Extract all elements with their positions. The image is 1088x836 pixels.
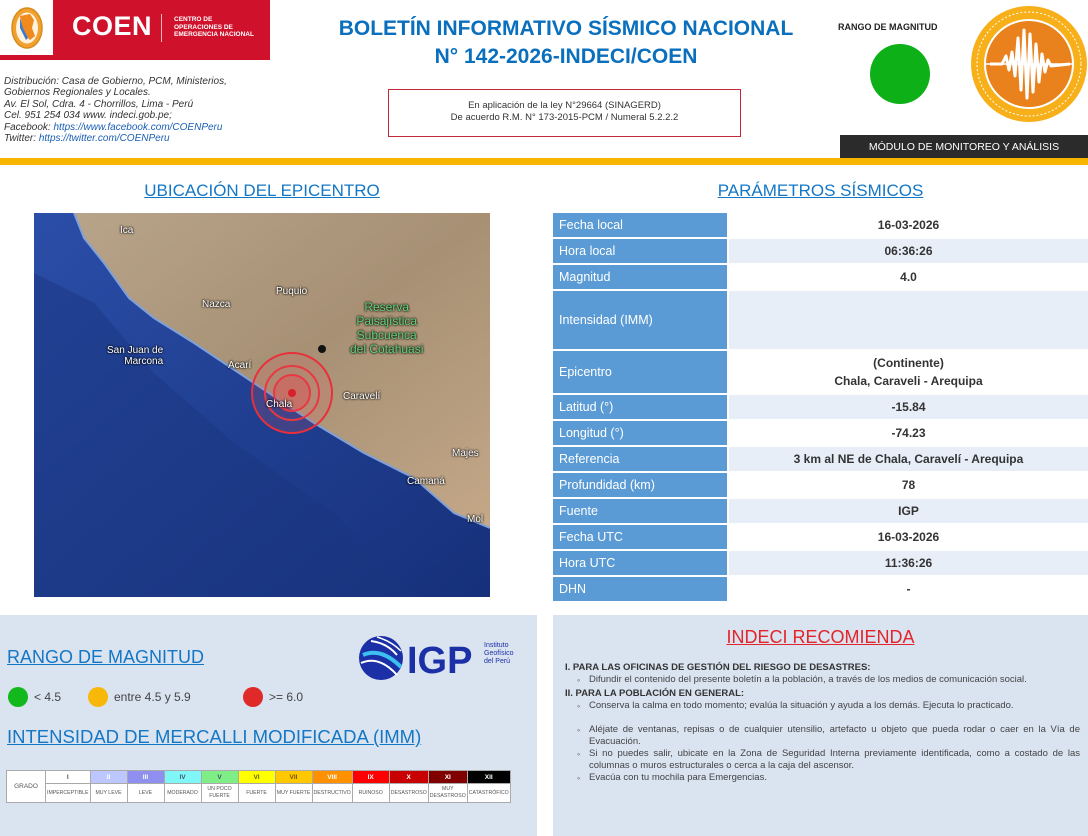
- epicenter-heading: UBICACIÓN DEL EPICENTRO: [144, 181, 380, 200]
- param-label: Fuente: [553, 499, 729, 523]
- recommendations-panel: [553, 615, 1088, 836]
- table-row: [553, 351, 1088, 395]
- facebook-line: [4, 122, 227, 133]
- map-label-nazca: Nazca: [202, 299, 231, 310]
- param-value: [729, 351, 1088, 393]
- facebook-link[interactable]: https://www.facebook.com/COENPeru: [53, 121, 223, 133]
- param-label: Intensidad (IMM): [553, 291, 729, 349]
- table-row: [553, 291, 1088, 351]
- map-label-chala: Chala: [266, 399, 293, 410]
- reserva-line: del Cotahuasi: [350, 342, 424, 356]
- distribution-line: Gobiernos Regionales y Locales.: [4, 87, 151, 99]
- param-label: DHN: [553, 577, 729, 601]
- twitter-label: Twitter:: [4, 133, 39, 145]
- svg-text:del Perú: del Perú: [484, 658, 511, 665]
- red-dot-icon: [243, 687, 263, 707]
- param-value: 06:36:26: [729, 239, 1088, 263]
- param-label: Hora local: [553, 239, 729, 263]
- legend-label: >= 6.0: [269, 690, 304, 704]
- coen-banner: [0, 0, 270, 60]
- table-row: [553, 551, 1088, 577]
- epicenter-location: Chala, Caraveli - Arequipa: [834, 374, 983, 388]
- list-item: ◦ Evacúa con tu mochila para Emergencias.: [577, 772, 1080, 784]
- epicenter-map[interactable]: [34, 213, 490, 597]
- param-value: 4.0: [729, 265, 1088, 289]
- list-item: ◦ Aléjate de ventanas, repisas o de cualquier utensilio, artefacto u objeto que pueda rodar o caer en la Vía de Evacuación.: [577, 724, 1080, 748]
- facebook-label: Facebook:: [4, 121, 54, 133]
- legend-label: entre 4.5 y 5.9: [114, 690, 191, 704]
- section-title: I. PARA LAS OFICINAS DE GESTIÓN DEL RIESGO DE DESASTRES:: [565, 662, 871, 673]
- coen-subtitle-line: CENTRO DE: [174, 16, 213, 23]
- table-row: [553, 447, 1088, 473]
- recommendation-list: [577, 674, 1080, 686]
- map-label-san-juan-de-marcona: [107, 345, 163, 367]
- contact-line: Cel. 951 254 034 www. indeci.gob.pe;: [4, 110, 172, 122]
- legend-item-high: [243, 687, 303, 707]
- param-label: Longitud (°): [553, 421, 729, 445]
- svg-text:Instituto: Instituto: [484, 642, 509, 649]
- magnitude-range-heading: RANGO DE MAGNITUD: [7, 647, 205, 667]
- legend-item-medium: [88, 687, 191, 707]
- table-row: [553, 421, 1088, 447]
- magnitude-indicator-dot: [870, 44, 930, 104]
- module-banner: MÓDULO DE MONITOREO Y ANÁLISIS: [840, 135, 1088, 159]
- imm-description: UN POCO FUERTE: [201, 784, 238, 803]
- recommendations-heading: INDECI RECOMIENDA: [726, 627, 915, 647]
- address-line: Av. El Sol, Cdra. 4 - Chorrillos, Lima - Perú: [4, 98, 194, 110]
- san-juan-line: Marcona: [124, 356, 164, 367]
- reserva-line: Paisajística: [356, 314, 418, 328]
- map-label-acari: Acarí: [228, 360, 252, 371]
- coen-subtitle-line: EMERGENCIA NACIONAL: [174, 31, 254, 38]
- svg-text:IGP: IGP: [407, 640, 473, 682]
- list-item: ◦ Si no puedes salir, ubicate en la Zona de Seguridad Interna previamente identificada, como a costado de las columnas o muros estructurales o cerca a la caja del ascensor.: [577, 748, 1080, 772]
- imm-description: DESASTROSO: [389, 784, 428, 803]
- title-line: BOLETÍN INFORMATIVO SÍSMICO NACIONAL: [338, 17, 794, 40]
- list-item: ◦ Difundir el contenido del presente boletín a la población, a través de los medios de comunicación social.: [577, 674, 1080, 686]
- param-value: IGP: [729, 499, 1088, 523]
- table-row: [553, 473, 1088, 499]
- coen-subtitle-line: OPERACIONES DE: [174, 23, 233, 31]
- recommendations-body: [565, 660, 1080, 784]
- param-label: Referencia: [553, 447, 729, 471]
- imm-scale-table: [6, 770, 511, 803]
- imm-description: RUINOSO: [352, 784, 389, 803]
- shield-icon: [10, 6, 44, 50]
- legend-item-low: [8, 687, 61, 707]
- parameters-heading: PARÁMETROS SÍSMICOS: [717, 181, 924, 200]
- imm-grade: I: [46, 771, 91, 784]
- param-label: Fecha local: [553, 213, 729, 237]
- imm-description: FUERTE: [238, 784, 275, 803]
- imm-grade: X: [389, 771, 428, 784]
- param-value: 11:36:26: [729, 551, 1088, 575]
- orange-dot-icon: [88, 687, 108, 707]
- param-label: Latitud (°): [553, 395, 729, 419]
- table-row: [553, 265, 1088, 291]
- map-label-puquio: Puquio: [276, 286, 308, 297]
- igp-logo: [357, 633, 517, 683]
- imm-grade: V: [201, 771, 238, 784]
- svg-text:Geofísico: Geofísico: [484, 650, 514, 657]
- bulletin-number: N° 142-2026-INDECI/COEN: [434, 45, 698, 68]
- imm-heading: INTENSIDAD DE MERCALLI MODIFICADA (IMM): [7, 726, 422, 747]
- law-reference-box: [388, 89, 741, 137]
- imm-grade: II: [90, 771, 127, 784]
- imm-description: MUY FUERTE: [275, 784, 312, 803]
- satellite-map-image: [34, 213, 490, 597]
- map-label-reserva: [350, 300, 423, 356]
- legend-label: < 4.5: [34, 690, 62, 704]
- table-row: [553, 395, 1088, 421]
- imm-description: MUY DESASTROSO: [428, 784, 467, 803]
- imm-description: CATASTRÓFICO: [467, 784, 510, 803]
- param-value: -15.84: [729, 395, 1088, 419]
- reserva-line: Subcuenca: [356, 328, 417, 342]
- param-value: 3 km al NE de Chala, Caravelí - Arequipa: [729, 447, 1088, 471]
- map-label-majes: Majes: [452, 448, 479, 459]
- imm-grade: VII: [275, 771, 312, 784]
- param-label: Profundidad (km): [553, 473, 729, 497]
- coen-wordmark: COEN: [72, 11, 153, 41]
- resolution-line: De acuerdo R.M. N° 173-2015-PCM / Numeral 5.2.2.2: [450, 112, 679, 123]
- param-label: Epicentro: [553, 351, 729, 393]
- section-title: II. PARA LA POBLACIÓN EN GENERAL:: [565, 688, 745, 699]
- twitter-line: [4, 133, 227, 144]
- imm-description: DESTRUCTIVO: [312, 784, 352, 803]
- param-value: 16-03-2026: [729, 213, 1088, 237]
- map-label-caraveli: Caravelí: [343, 391, 381, 402]
- divider: [161, 14, 162, 42]
- peru-shield-logo: [0, 0, 53, 55]
- imm-description: IMPERCEPTIBLE: [46, 784, 91, 803]
- law-line: En aplicación de la ley N°29664 (SINAGERD): [468, 100, 661, 111]
- param-label: Fecha UTC: [553, 525, 729, 549]
- imm-grade: IV: [164, 771, 201, 784]
- reserva-line: Reserva: [364, 300, 410, 314]
- imm-description: LEVE: [127, 784, 164, 803]
- seismic-parameters-table: [553, 213, 1088, 603]
- table-row: [553, 577, 1088, 603]
- coen-subtitle: [174, 16, 254, 39]
- param-label: Hora UTC: [553, 551, 729, 575]
- bulletin-title: [296, 15, 836, 71]
- map-label-mol: Mol: [467, 514, 484, 525]
- distribution-info: [4, 76, 227, 144]
- table-row: [553, 213, 1088, 239]
- twitter-link[interactable]: https://twitter.com/COENPeru: [38, 133, 170, 145]
- map-label-ica: Ica: [120, 225, 134, 236]
- table-row: [553, 239, 1088, 265]
- magnitude-legend-panel: [0, 615, 537, 836]
- map-label-camana: Camaná: [407, 476, 445, 487]
- imm-grade: VI: [238, 771, 275, 784]
- imm-grade: XI: [428, 771, 467, 784]
- green-dot-icon: [8, 687, 28, 707]
- imm-description: MODERADO: [164, 784, 201, 803]
- seismograph-icon: [970, 4, 1088, 126]
- list-item: ◦ Conserva la calma en todo momento; evalúa la situación y ayuda a los demás. Ejecuta lo practicado.: [577, 700, 1080, 712]
- table-row: [553, 525, 1088, 551]
- param-value: 78: [729, 473, 1088, 497]
- param-label: Magnitud: [553, 265, 729, 289]
- param-value: 16-03-2026: [729, 525, 1088, 549]
- magnitude-range-label: RANGO DE MAGNITUD: [838, 22, 938, 32]
- param-value: -: [729, 577, 1088, 601]
- distribution-line: Distribución: Casa de Gobierno, PCM, Ministerios,: [4, 76, 227, 87]
- recommendation-list: [577, 700, 1080, 784]
- san-juan-line: San Juan de: [107, 345, 164, 356]
- imm-grade: VIII: [312, 771, 352, 784]
- table-row: [553, 499, 1088, 525]
- imm-description: MUY LEVE: [90, 784, 127, 803]
- epicenter-zone: (Continente): [873, 356, 944, 370]
- imm-grade: III: [127, 771, 164, 784]
- imm-grade: IX: [352, 771, 389, 784]
- header-divider: [0, 158, 1088, 165]
- param-value: [729, 291, 1088, 349]
- param-value: -74.23: [729, 421, 1088, 445]
- grado-label: GRADO: [7, 771, 46, 803]
- imm-grade: XII: [467, 771, 510, 784]
